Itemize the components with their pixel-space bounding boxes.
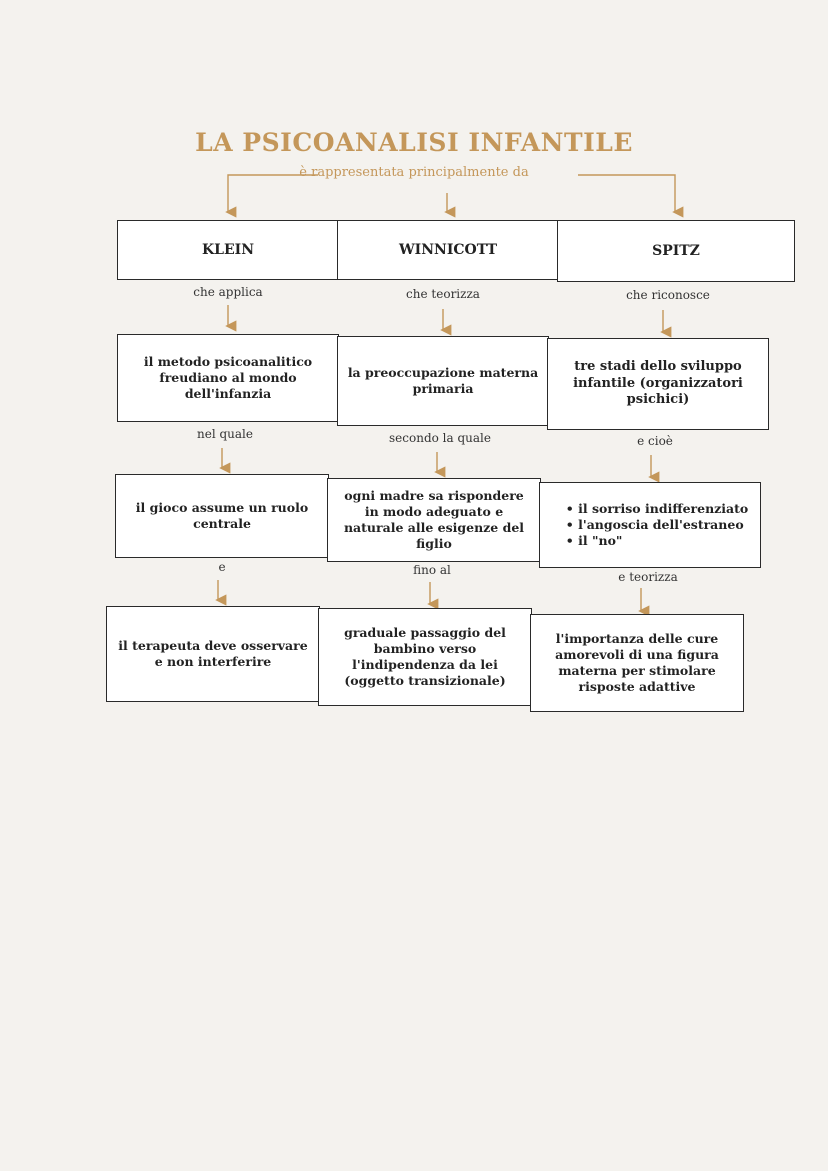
bracket-left — [228, 175, 318, 212]
concept-box: tre stadi dello sviluppo infantile (organizzatori psichici) — [547, 338, 769, 430]
connector-label: che teorizza — [406, 287, 480, 301]
author-label: WINNICOTT — [398, 241, 498, 258]
author-box-spitz — [557, 220, 795, 282]
author-label: SPITZ — [652, 242, 700, 259]
concept-box: l'importanza delle cure amorevoli di una figura materna per stimolare risposte adattive — [530, 614, 744, 712]
connector-label: secondo la quale — [389, 431, 491, 445]
author-box-klein — [117, 220, 339, 280]
connector-label: nel quale — [197, 427, 253, 441]
concept-box: il terapeuta deve osservare e non interferire — [106, 606, 320, 702]
concept-box: ogni madre sa rispondere in modo adeguato e naturale alle esigenze del figlio — [327, 478, 541, 562]
connector-label: e teorizza — [618, 570, 678, 584]
connector-label: che riconosce — [626, 288, 710, 302]
diagram-title: LA PSICOANALISI INFANTILE — [195, 128, 633, 157]
connector-label: e — [218, 560, 226, 574]
diagram-subtitle: è rappresentata principalmente da — [299, 165, 529, 180]
author-box-winnicott — [337, 220, 559, 280]
author-label: KLEIN — [201, 241, 255, 258]
concept-box: la preoccupazione materna primaria — [337, 336, 549, 426]
concept-box: il metodo psicoanalitico freudiano al mondo dell'infanzia — [117, 334, 339, 422]
bracket-right — [578, 175, 675, 212]
concept-box-list: • il sorriso indifferenziato • l'angoscia dell'estraneo • il "no" — [539, 482, 761, 568]
concept-box: graduale passaggio del bambino verso l'indipendenza da lei (oggetto transizionale) — [318, 608, 532, 706]
concept-box: il gioco assume un ruolo centrale — [115, 474, 329, 558]
connector-label: e cioè — [637, 434, 673, 448]
connector-label: fino al — [413, 563, 451, 577]
connector-label: che applica — [193, 285, 263, 299]
